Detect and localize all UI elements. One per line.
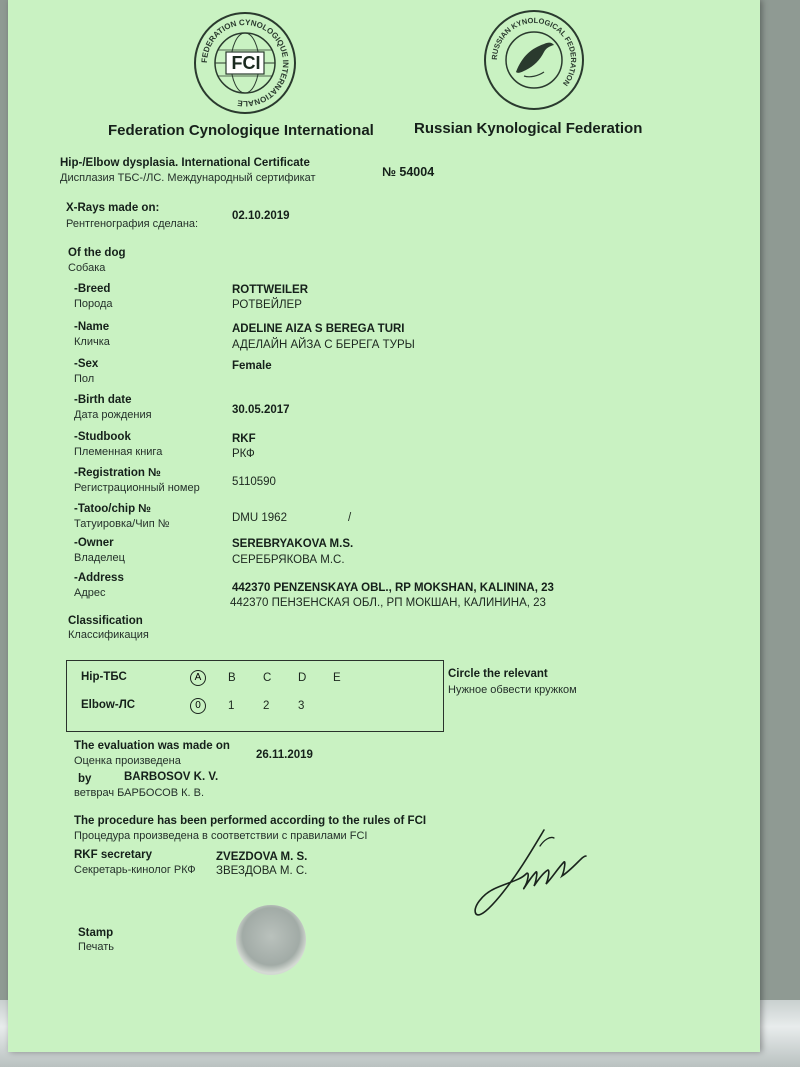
certificate-title-en: Hip-/Elbow dysplasia. International Certificate [60,157,310,169]
sex-value: Female [232,360,272,372]
studbook-value-en: RKF [232,433,256,445]
tattoo-label-en: -Tatoo/chip № [74,503,152,515]
org-name-fci: Federation Cynologique International [108,122,374,139]
address-label-ru: Адрес [74,587,106,599]
sex-label-ru: Пол [74,373,95,385]
xray-label-ru: Рентгенография сделана: [66,218,199,230]
hip-grade-a-selected: A [190,670,206,686]
certificate-title-ru: Дисплазия ТБС-/ЛС. Международный сертификат [60,172,316,184]
elbow-grade-2: 2 [263,700,270,712]
fci-logo [194,12,296,114]
birth-label-en: -Birth date [74,394,132,406]
elbow-label: Elbow-ЛС [81,699,136,711]
hip-grade-d: D [298,672,307,684]
circle-note-en: Circle the relevant [448,668,548,680]
evaluator-name-ru: ветврач БАРБОСОВ К. В. [74,787,205,799]
evaluator-name: BARBOSOV K. V. [124,771,219,783]
studbook-label-en: -Studbook [74,431,131,443]
tattoo-separator: / [348,512,352,524]
breed-label-en: -Breed [74,283,111,295]
certificate-number: № 54004 [382,165,435,179]
breed-value-en: ROTTWEILER [232,284,309,296]
breed-value-ru: РОТВЕЙЛЕР [232,299,302,311]
fci-logo-text: FCI [231,53,261,73]
classification-box [66,660,444,732]
rkf-logo-ring-text: RUSSIAN KYNOLOGICAL FEDERATION [489,15,579,88]
hip-grade-c: C [263,672,272,684]
classification-label-ru: Классификация [68,629,149,641]
hip-grade-e: E [333,672,341,684]
birth-value: 30.05.2017 [232,404,290,416]
hip-label: Hip-ТБС [81,671,127,683]
name-value-en: ADELINE AIZA S BEREGA TURI [232,323,405,335]
secretary-label-ru: Секретарь-кинолог РКФ [74,864,196,876]
signature [466,822,606,932]
stamp-seal [236,905,306,975]
sex-label-en: -Sex [74,358,99,370]
dog-section-label-ru: Собака [68,262,106,274]
hip-grade-b: B [228,672,236,684]
secretary-label-en: RKF secretary [74,849,152,861]
certificate-sheet [8,0,760,1052]
name-label-en: -Name [74,321,110,333]
address-value-ru: 442370 ПЕНЗЕНСКАЯ ОБЛ., РП МОКШАН, КАЛИНИНА, 23 [230,597,546,609]
address-value-en: 442370 PENZENSKAYA OBL., RP MOKSHAN, KALININA, 23 [232,582,554,594]
birth-label-ru: Дата рождения [74,409,152,421]
org-name-rkf: Russian Kynological Federation [414,120,643,137]
owner-label-ru: Владелец [74,552,125,564]
stamp-label-en: Stamp [78,927,114,939]
name-label-ru: Кличка [74,336,110,348]
registration-value: 5110590 [232,476,276,488]
classification-label-en: Classification [68,615,143,627]
registration-label-ru: Регистрационный номер [74,482,200,494]
evaluation-date: 26.11.2019 [256,749,313,761]
evaluator-by-label: by [78,773,92,785]
evaluation-label-ru: Оценка произведена [74,755,181,767]
fci-logo-ring-text: FEDERATION CYNOLOGIQUE INTERNATIONALE [199,17,291,109]
xray-label-en: X-Rays made on: [66,202,160,214]
procedure-text-ru: Процедура произведена в соответствии с правилами FCI [74,830,368,842]
stamp-label-ru: Печать [78,941,115,953]
tattoo-value: DMU 1962 [232,512,287,524]
studbook-label-ru: Племенная книга [74,446,163,458]
procedure-text-en: The procedure has been performed according to the rules of FCI [74,815,427,827]
dog-section-label-en: Of the dog [68,247,126,259]
studbook-value-ru: РКФ [232,448,255,460]
owner-value-ru: СЕРЕБРЯКОВА М.С. [232,554,345,566]
owner-value-en: SEREBRYAKOVA M.S. [232,538,354,550]
evaluation-label-en: The evaluation was made on [74,740,230,752]
elbow-grade-0-selected: 0 [190,698,206,714]
address-label-en: -Address [74,572,124,584]
circle-note-ru: Нужное обвести кружком [448,684,577,696]
tattoo-label-ru: Татуировка/Чип № [74,518,170,530]
xray-date: 02.10.2019 [232,210,290,222]
owner-label-en: -Owner [74,537,114,549]
rkf-logo [484,10,584,110]
secretary-name-en: ZVEZDOVA M. S. [216,851,308,863]
breed-label-ru: Порода [74,298,113,310]
elbow-grade-3: 3 [298,700,305,712]
name-value-ru: АДЕЛАЙН АЙЗА С БЕРЕГА ТУРЫ [232,339,415,351]
elbow-grade-1: 1 [228,700,235,712]
registration-label-en: -Registration № [74,467,161,479]
secretary-name-ru: ЗВЕЗДОВА М. С. [216,865,308,877]
